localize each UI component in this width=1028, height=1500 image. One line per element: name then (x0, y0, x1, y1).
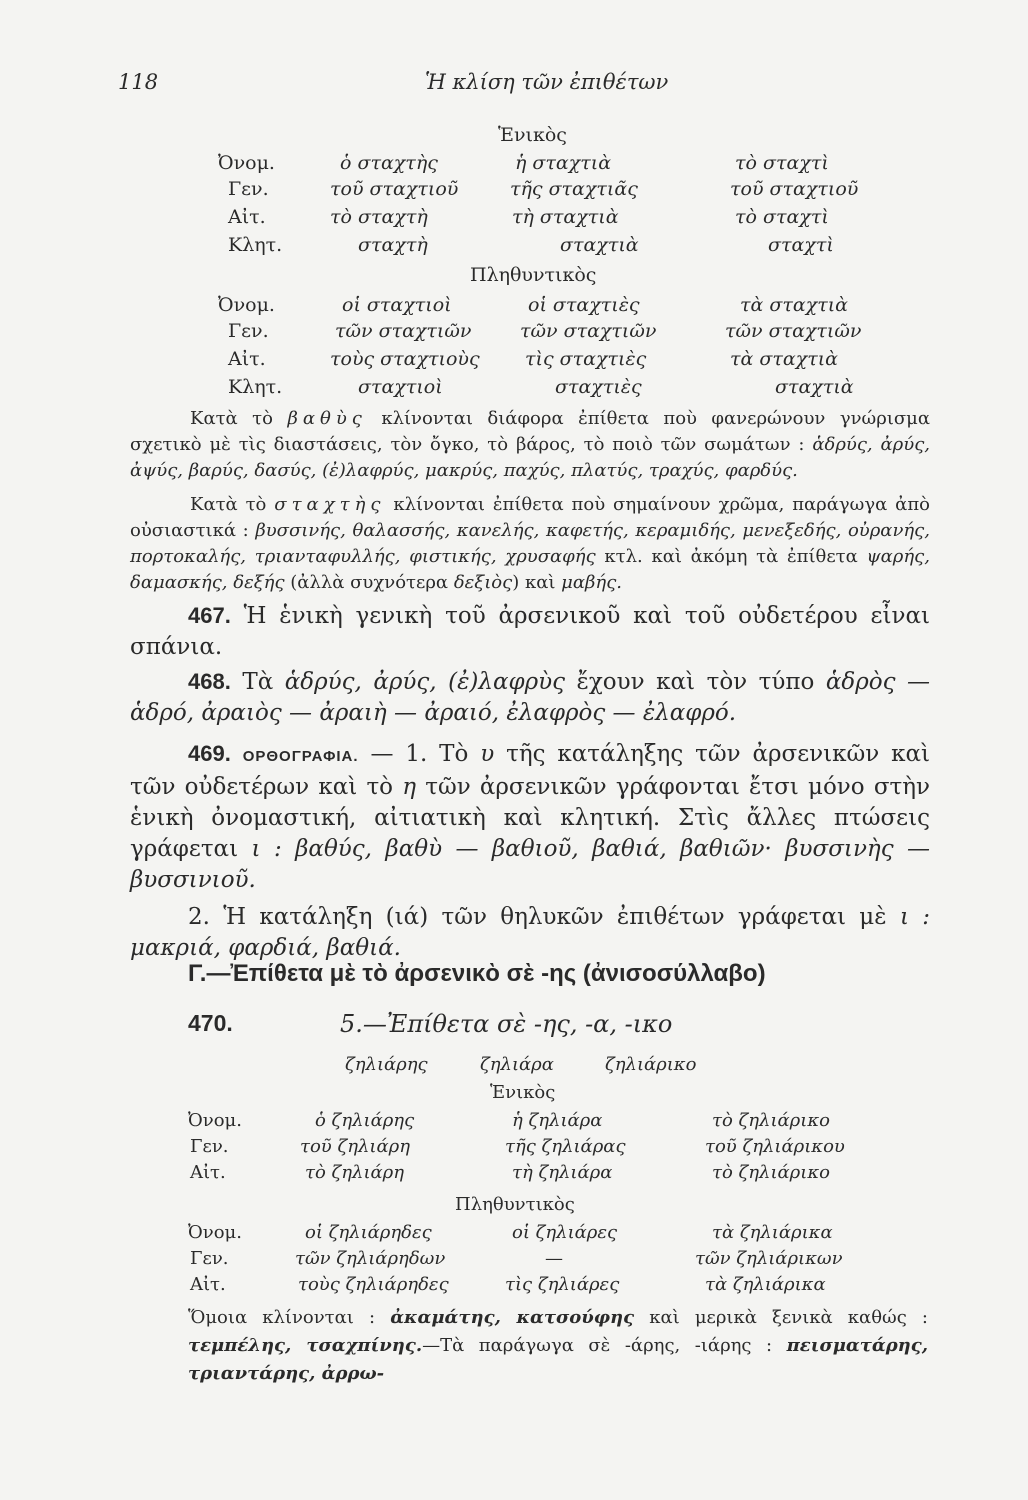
examples: ἁδρύς, ἀρύς, ἀψύς, βαρύς, δασύς, (ἐ)λαφρύς, μακρύς, παχύς, πλατύς, τραχύς, φαρδύς. (130, 434, 930, 481)
feminine-form: τὴ ζηλιάρα (512, 1162, 613, 1183)
section-number: 468. (188, 669, 231, 694)
masculine-form: σταχτὴ (358, 234, 428, 256)
paragraph-similar (188, 1304, 928, 1388)
masculine-form: τοὺς ζηλιάρηδες (298, 1274, 449, 1295)
section-heading-g: Γ.—Ἐπίθετα μὲ τὸ ἀρσενικὸ σὲ -ης (ἀνισοσύλλαβο) (188, 960, 766, 987)
feminine-form: τῆς σταχτιᾶς (510, 178, 638, 200)
examples: ἁδρύς, ἀρύς, (ἐ)λαφρὺς (284, 669, 565, 695)
neuter-form: τὰ σταχτιὰ (740, 294, 848, 316)
masculine-form: τοῦ σταχτιοῦ (330, 178, 459, 200)
examples: ψαρής, δαμασκής, δεξής (130, 546, 930, 593)
feminine-form: οἱ ζηλιάρες (512, 1222, 618, 1243)
case-label: Γεν. (228, 178, 269, 200)
neuter-form: τὸ σταχτὶ (735, 206, 829, 228)
masculine-form: ὁ ζηλιάρης (315, 1110, 415, 1131)
feminine-form: τὴ σταχτιὰ (512, 206, 619, 228)
masculine-form: τῶν ζηλιάρηδων (295, 1248, 446, 1269)
section-number: 469. (188, 741, 231, 766)
example: δεξιὸς (453, 572, 513, 593)
lemma-masculine: ζηλιάρης (345, 1054, 428, 1075)
letter: υ (480, 741, 495, 767)
masculine-form: οἱ σταχτιοὶ (342, 294, 452, 316)
example: μαβής. (561, 572, 623, 593)
masculine-form: τὸ σταχτὴ (330, 206, 428, 228)
neuter-form: τὰ σταχτιὰ (730, 348, 838, 370)
case-label: Αἰτ. (190, 1162, 226, 1183)
table-row (0, 178, 1028, 206)
neuter-form: τοῦ ζηλιάρικου (705, 1136, 845, 1157)
examples: πεισματάρης, τριαντάρης, ἀρρω- (188, 1335, 928, 1384)
table-row (0, 320, 1028, 348)
letter: η (402, 774, 417, 800)
feminine-form: ἡ ζηλιάρα (512, 1110, 603, 1131)
text: ) καὶ (512, 572, 556, 593)
text: κλίνονται ἐπίθετα ποὺ σημαίνουν χρῶμα, παράγωγα ἀπὸ οὐσιαστικά : (130, 494, 930, 541)
neuter-form: τοῦ σταχτιοῦ (730, 178, 859, 200)
case-label: Γεν. (190, 1136, 229, 1157)
feminine-form: — (545, 1248, 563, 1269)
examples: τεμπέλης, τσαχπίνης. (188, 1335, 423, 1356)
text: (ἀλλὰ συχνότερα (290, 572, 449, 593)
case-label: Κλητ. (228, 376, 283, 398)
examples: βαθύς, βαθὺ — βαθιοῦ, βαθιά, βαθιῶν· (295, 836, 772, 862)
section-number-470: 470. (188, 1010, 233, 1036)
case-label: Ὀνομ. (188, 1222, 242, 1243)
masculine-form: τοὺς σταχτιοὺς (330, 348, 480, 370)
feminine-form: σταχτιὲς (555, 376, 642, 398)
keyword-stachtis: σταχτὴς (274, 494, 386, 515)
letter: ι : (899, 904, 931, 930)
case-label: Αἰτ. (228, 206, 266, 228)
text: Ἡ ἑνικὴ γενικὴ τοῦ ἀρσενικοῦ καὶ τοῦ οὐδετέρου εἶναι σπάνια. (130, 603, 931, 660)
singular-title: Ἑνικὸς (490, 1082, 556, 1103)
text: τῶν ἀρσενικῶν γράφονται ἔτσι μόνο στὴν ἑνικὴ ὀνομαστική, αἰτιατικὴ καὶ κλητική. Στὶς ἄλλες πτώσεις γράφεται (130, 774, 931, 862)
neuter-form: τῶν ζηλιάρικων (695, 1248, 843, 1269)
plural-title: Πληθυντικὸς (455, 1194, 575, 1215)
neuter-form: τὸ σταχτὶ (735, 152, 829, 174)
section-469 (130, 738, 930, 964)
table-row (0, 1136, 1028, 1164)
feminine-form: τὶς σταχτιὲς (525, 348, 647, 370)
text: κτλ. καὶ ἀκόμη τὰ ἐπίθετα (604, 546, 858, 567)
case-label: Γεν. (228, 320, 269, 342)
text: — 1. Τὸ (370, 741, 469, 767)
table-row (0, 294, 1028, 322)
table-row (0, 376, 1028, 404)
lemma-row (0, 1054, 1028, 1082)
text: Κατὰ τὸ (190, 408, 273, 429)
paragraph-bathys (130, 406, 930, 484)
text: καὶ μερικὰ ξενικὰ καθώς : (649, 1307, 928, 1328)
case-label: Αἰτ. (190, 1274, 226, 1295)
page-number: 118 (118, 70, 159, 94)
text: ἔχουν καὶ τὸν τύπο (576, 669, 815, 695)
masculine-form: οἱ ζηλιάρηδες (305, 1222, 432, 1243)
plural-title: Πληθυντικὸς (470, 264, 597, 286)
section-label: ΟΡΘΟΓΡΑΦΙΑ. (242, 748, 359, 765)
neuter-form: τὸ ζηλιάρικο (712, 1162, 830, 1183)
section-number: 467. (188, 603, 231, 628)
case-label: Ὀνομ. (218, 294, 275, 316)
case-label: Ὀνομ. (188, 1110, 242, 1131)
neuter-form: τῶν σταχτιῶν (725, 320, 862, 342)
text: Τὰ (242, 669, 274, 695)
table-row (0, 206, 1028, 234)
feminine-form: τῆς ζηλιάρας (505, 1136, 626, 1157)
table-row (0, 1222, 1028, 1250)
section-468 (130, 666, 930, 729)
neuter-form: σταχτιὰ (775, 376, 854, 398)
neuter-form: σταχτὶ (768, 234, 834, 256)
singular-title: Ἑνικὸς (498, 124, 567, 146)
examples: βυσσινὴς — βυσσινιοῦ. (130, 836, 931, 893)
text: 2. Ἡ κατάληξη (ιά) τῶν θηλυκῶν ἐπιθέτων γράφεται μὲ (188, 904, 887, 930)
examples: μακριά, φαρδιά, βαθιά. (130, 935, 401, 961)
case-label: Ὀνομ. (218, 152, 275, 174)
text: —Τὰ παράγωγα σὲ -άρης, -ιάρης : (422, 1335, 773, 1356)
letter: ι : (251, 836, 282, 862)
table-row (0, 348, 1028, 376)
lemma-neuter: ζηλιάρικο (605, 1054, 697, 1075)
text: Ὅμοια κλίνονται : (188, 1307, 376, 1328)
masculine-form: τῶν σταχτιῶν (335, 320, 472, 342)
case-label: Αἰτ. (228, 348, 266, 370)
table-row (0, 234, 1028, 262)
table-row (0, 1248, 1028, 1276)
text: τῆς κατάληξης τῶν ἀρσενικῶν καὶ τῶν οὐδετέρων καὶ τὸ (130, 741, 931, 800)
neuter-form: τὸ ζηλιάρικο (712, 1110, 830, 1131)
lemma-feminine: ζηλιάρα (480, 1054, 554, 1075)
feminine-form: τῶν σταχτιῶν (520, 320, 657, 342)
table-row (0, 1162, 1028, 1190)
table-row (0, 1274, 1028, 1302)
text: Κατὰ τὸ (190, 494, 267, 515)
examples: βυσσινής, θαλασσής, κανελής, καφετής, κεραμιδής, μενεξεδής, οὐρανής, πορτοκαλής, τριανταφυλλής, φιστικής, χρυσαφής (130, 520, 930, 567)
case-label: Κλητ. (228, 234, 283, 256)
feminine-form: σταχτιὰ (560, 234, 639, 256)
table-row (0, 152, 1028, 180)
keyword-bathys: βαθὺς (287, 408, 367, 429)
text: κλίνονται διάφορα ἐπίθετα ποὺ φανερώνουν γνώρισμα σχετικὸ μὲ τὶς διαστάσεις, τὸν ὄγκο, τὸ βάρος, τὸ ποιὸ τῶν σωμάτων : (130, 408, 930, 455)
feminine-form: οἱ σταχτιὲς (528, 294, 640, 316)
subsection-title: 5.—Ἐπίθετα σὲ -ης, -α, -ικο (340, 1010, 673, 1038)
neuter-form: τὰ ζηλιάρικα (705, 1274, 826, 1295)
table-row (0, 1110, 1028, 1138)
examples: ἀκαμάτης, κατσούφης (390, 1307, 635, 1328)
paragraph-stachtis (130, 492, 930, 596)
feminine-form: ἡ σταχτιὰ (515, 152, 612, 174)
masculine-form: σταχτιοὶ (358, 376, 443, 398)
masculine-form: τὸ ζηλιάρη (305, 1162, 405, 1183)
neuter-form: τὰ ζηλιάρικα (712, 1222, 833, 1243)
section-467 (130, 600, 930, 663)
examples: ἁδρὸς — ἁδρό, ἀραιὸς — ἀραιὴ — ἀραιό, ἐλαφρὸς — ἐλαφρό. (130, 669, 931, 726)
case-label: Γεν. (190, 1248, 229, 1269)
running-title: Ἡ κλίση τῶν ἐπιθέτων (425, 70, 669, 94)
masculine-form: ὁ σταχτὴς (340, 152, 438, 174)
masculine-form: τοῦ ζηλιάρη (300, 1136, 410, 1157)
feminine-form: τὶς ζηλιάρες (505, 1274, 620, 1295)
